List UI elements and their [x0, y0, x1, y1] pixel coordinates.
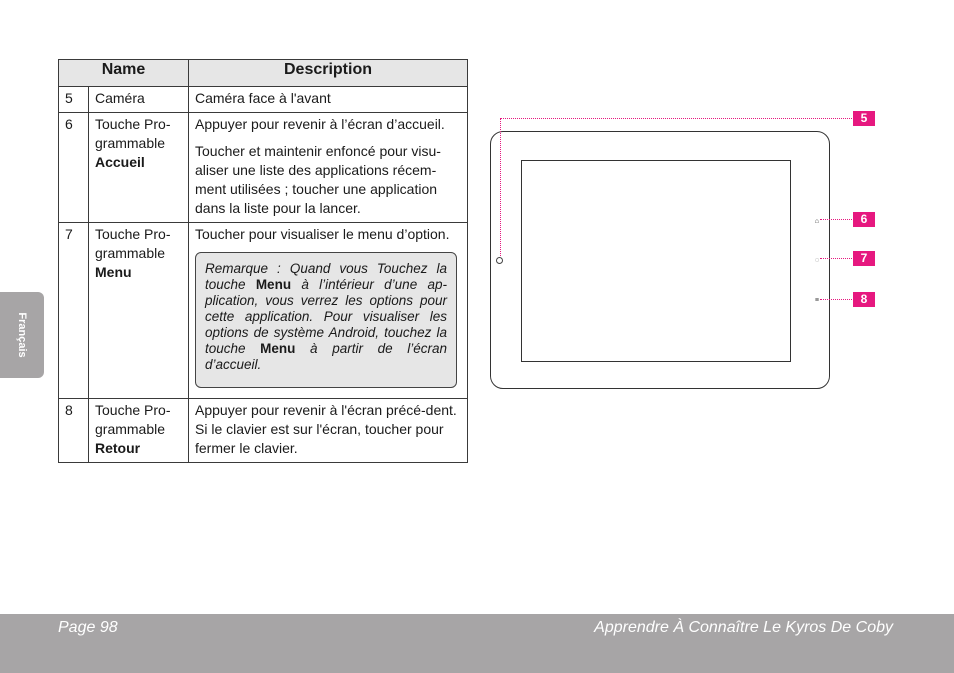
callout-line-5-vertical: [500, 118, 501, 256]
note-bold: Menu: [260, 341, 296, 356]
menu-key-icon: ◌: [814, 257, 819, 264]
description-text: Caméra face à l'avant: [195, 90, 331, 106]
row-name-bold: Menu: [95, 264, 132, 280]
row-name-text: Caméra: [95, 90, 145, 106]
row-description: [189, 87, 468, 113]
chapter-title: Apprendre À Connaître Le Kyros De Coby: [594, 619, 893, 636]
description-text: Toucher pour visualiser le menu d’option.: [195, 226, 450, 242]
row-number: 6: [59, 113, 89, 223]
row-name-text: Touche Pro-: [95, 116, 171, 132]
note-box: [195, 252, 457, 388]
note-text: à partir de l’écran d’accueil.: [205, 341, 447, 372]
row-name: [89, 113, 189, 223]
row-name: [89, 399, 189, 463]
row-number: 7: [59, 223, 89, 399]
spec-table: [58, 59, 468, 463]
row-number: 5: [59, 87, 89, 113]
row-number: 8: [59, 399, 89, 463]
table-row: [59, 223, 468, 399]
description-text: Appuyer pour revenir à l'écran précé-dent. Si le clavier est sur l'écran, toucher pour fermer le clavier.: [195, 402, 457, 456]
callout-badge-6: 6: [853, 212, 875, 227]
tablet-illustration: [490, 131, 830, 389]
callout-line-7: [820, 258, 852, 259]
description-text: Toucher et maintenir enfoncé pour visu-aliser une liste des applications récem-ment utilisées ; toucher une application dans la liste pour la lancer.: [195, 143, 441, 216]
home-key-icon: ⌂: [814, 218, 819, 225]
column-header-description: Description: [189, 60, 468, 87]
row-name-text: grammable: [95, 245, 166, 261]
column-header-name: Name: [59, 60, 189, 87]
table-header-row: [59, 60, 468, 87]
row-name-text: grammable: [95, 421, 166, 437]
note-bold: Menu: [255, 277, 292, 292]
callout-line-6: [820, 219, 852, 220]
row-name: [89, 87, 189, 113]
camera-icon: [496, 257, 503, 264]
callout-badge-5: 5: [853, 111, 875, 126]
row-name-bold: Retour: [95, 440, 141, 456]
note-text: à l’intérieur d’une ap-plication, vous verrez les options pour cette application. Pour visualiser les options de système Android, touchez la touche: [205, 277, 447, 356]
row-name-text: Touche Pro-: [95, 226, 171, 242]
table-row: [59, 399, 468, 463]
description-text: Appuyer pour revenir à l’écran d’accueil.: [195, 116, 445, 132]
callout-badge-7: 7: [853, 251, 875, 266]
tablet-screen: [521, 160, 791, 362]
row-name: [89, 223, 189, 399]
row-name-bold: Accueil: [95, 154, 145, 170]
callout-line-5: [500, 118, 852, 119]
table-row: [59, 113, 468, 223]
callout-line-8: [820, 299, 852, 300]
side-tab-label: Français: [16, 312, 28, 358]
row-description: [189, 113, 468, 223]
page-footer: [0, 614, 954, 673]
side-language-tab: [0, 292, 44, 378]
back-key-icon: ≡: [814, 297, 819, 304]
page-number: Page 98: [58, 619, 118, 636]
note-text: Remarque : Quand vous Touchez la touche: [205, 261, 447, 292]
row-name-text: Touche Pro-: [95, 402, 171, 418]
callout-badge-8: 8: [853, 292, 875, 307]
row-name-text: grammable: [95, 135, 166, 151]
row-description: [189, 399, 468, 463]
table-row: [59, 87, 468, 113]
row-description: [189, 223, 468, 399]
